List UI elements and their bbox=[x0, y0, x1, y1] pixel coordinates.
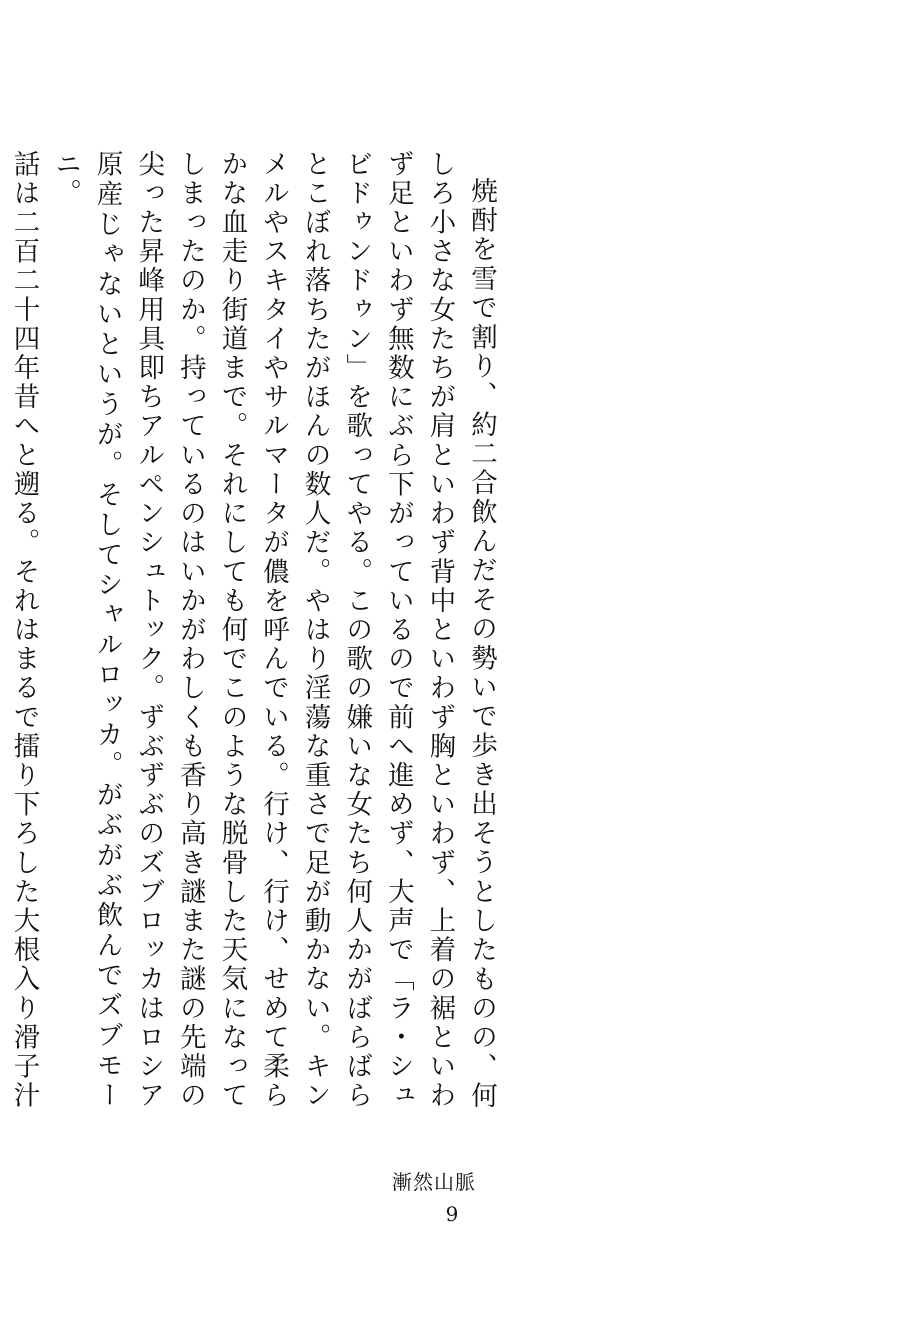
running-title: 漸然山脈 bbox=[392, 1170, 476, 1194]
page-number: 9 bbox=[445, 1202, 459, 1226]
paragraph-2: 話は二百二十四年昔へと遡る。それはまるで擂り下ろした大根入り滑子汁 bbox=[8, 150, 40, 1110]
vertical-body-text bbox=[0, 150, 502, 1110]
paragraph-1: 焼酎を雪で割り、約二合飲んだその勢いで歩き出そうとしたものの、何しろ小さな女たちが肩といわず背中といわず胸といわず、上着の裾といわず足といわず無数にぶら下がっているので前へ進めず、大声で「ラ・シュビドゥンドゥン」を歌ってやる。この歌の嫌いな女たち何人かがばらばらとこぼれ落ちたがほんの数人だ。やはり淫蕩な重さで足が動かない。キンメルやスキタイやサルマータが儂を呼んでいる。行け、行け、せめて柔らかな血走り街道まで。それにしても何でこのような脱骨した天気になってしまったのか。持っているのはいかがわしくも香り高き謎また謎の先端の尖った昇峰用具即ちアルペンシュトック。ずぶずぶのズブロッカはロシア原産じゃないというが。そしてシャルロッカ。がぶがぶ飲んでズブモーニ。 bbox=[50, 150, 497, 1110]
